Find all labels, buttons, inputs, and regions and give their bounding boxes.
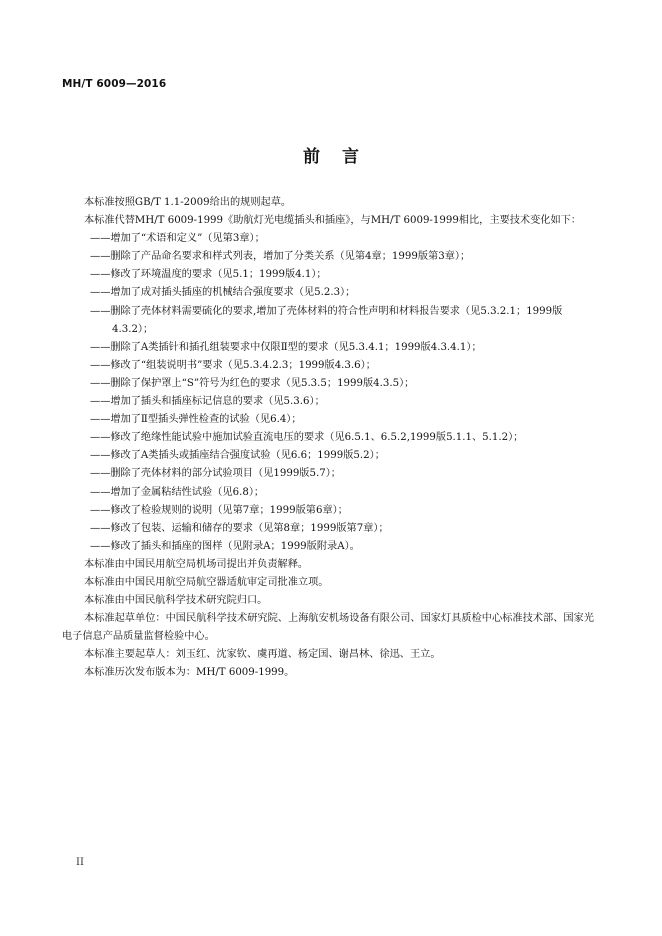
paragraph: 本标准由中国民用航空局航空器适航审定司批准立项。 [84, 576, 329, 588]
list-item: ——修改了绝缘性能试验中施加试验直流电压的要求（见6.5.1、6.5.2,1999版5.1.1、5.1.2）； [90, 432, 524, 444]
list-item: ——修改了环境温度的要求（见5.1；1999版4.1）； [90, 269, 327, 281]
list-item: ——增加了成对插头插座的机械结合强度要求（见5.2.3）； [90, 287, 356, 299]
paragraph: 本标准由中国民用航空局机场司提出并负责解释。 [84, 558, 309, 570]
list-item: ——删除了A类插针和插孔组装要求中仅限Ⅱ型的要求（见5.3.4.1；1999版4.3.4.1）； [90, 341, 482, 353]
list-item: ——增加了Ⅱ型插头弹性检查的试验（见6.4）； [90, 414, 302, 426]
list-item: ——修改了“组装说明书”要求（见5.3.4.2.3；1999版4.3.6）； [90, 359, 376, 371]
paragraph: 本标准起草单位：中国民航科学技术研究院、上海航安机场设备有限公司、国家灯具质检中心标准技术部、国家光电子信息产品质量监督检验中心。 [62, 613, 594, 643]
list-item: ——删除了保护罩上“S”符号为红色的要求（见5.3.5；1999版4.3.5）； [90, 377, 415, 389]
list-item: ——修改了插头和插座的图样（见附录A；1999版附录A）。 [90, 540, 360, 552]
document-code: MH/T 6009—2016 [62, 78, 167, 90]
paragraph: 本标准主要起草人：刘玉红、沈家钦、虞再道、杨定国、谢昌林、徐迅、王立。 [84, 649, 441, 661]
list-item: ——修改了检验规则的说明（见第7章；1999版第6章）； [90, 504, 348, 516]
list-item: ——增加了金属粘结性试验（见6.8）； [90, 486, 265, 498]
list-item: ——删除了壳体材料的部分试验项目（见1999版5.7）； [90, 468, 341, 480]
list-item: ——删除了产品命名要求和样式列表，增加了分类关系（见第4章；1999版第3章）； [90, 251, 471, 263]
changes-list [62, 230, 594, 556]
page-title: 前言 [303, 147, 381, 167]
list-item: ——修改了包装、运输和储存的要求（见第8章；1999版第7章）； [90, 522, 389, 534]
page-number: II [76, 857, 84, 868]
foreword-body [62, 194, 594, 683]
paragraph: 本标准代替MH/T 6009-1999《助航灯光电缆插头和插座》，与MH/T 6009-1999相比，主要技术变化如下： [84, 215, 582, 227]
paragraph: 本标准按照GB/T 1.1-2009给出的规则起草。 [84, 197, 292, 208]
list-item: ——增加了插头和插座标记信息的要求（见5.3.6）； [90, 396, 325, 408]
list-item: ——删除了壳体材料需要硫化的要求,增加了壳体材料的符合性声明和材料报告要求（见5.3.2.1；1999版4.3.2）； [90, 305, 563, 335]
list-item: ——增加了“术语和定义”（见第3章）； [90, 233, 265, 245]
paragraph: 本标准历次发布版本为：MH/T 6009-1999。 [84, 667, 295, 679]
list-item: ——修改了A类插头或插座结合强度试验（见6.6；1999版5.2）； [90, 450, 385, 462]
paragraph: 本标准由中国民航科学技术研究院归口。 [84, 595, 268, 607]
